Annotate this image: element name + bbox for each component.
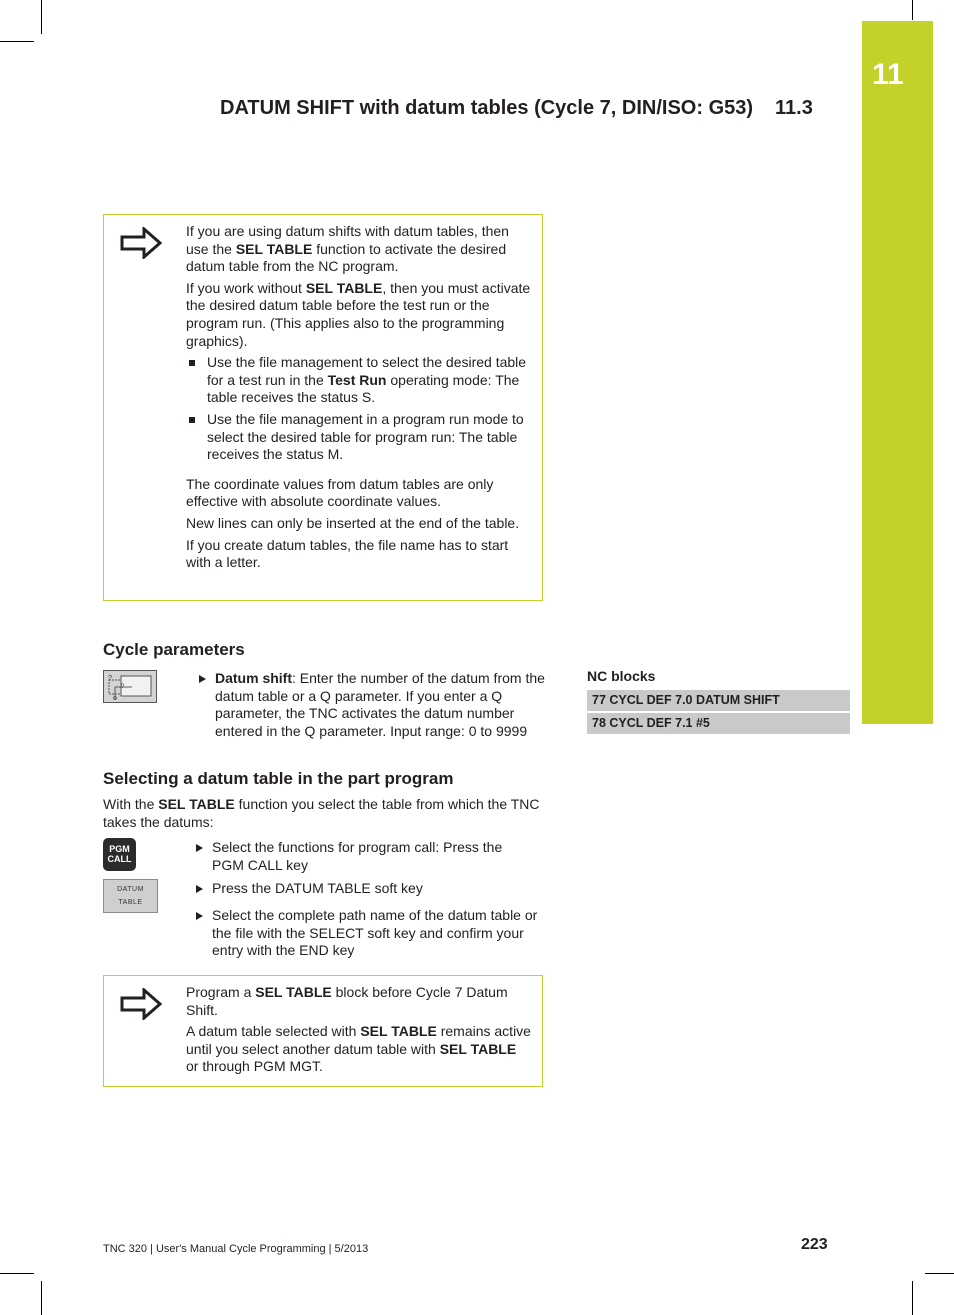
datum-shift-icon (103, 670, 157, 703)
page-title: DATUM SHIFT with datum tables (Cycle 7, DIN/ISO: G53) (220, 97, 754, 119)
note-paragraph: New lines can only be inserted at the end of the table. (186, 514, 520, 531)
note-paragraph: Program a SEL TABLE block before Cycle 7 Datum Shift. (186, 984, 508, 1018)
note-paragraph: If you work without SEL TABLE, then you must activate the desired datum table before the test run or the program run. (This applies also to the programming graphics). (186, 279, 531, 349)
nc-block-row: 78 CYCL DEF 7.1 #5 (587, 713, 850, 734)
crop-mark (912, 1281, 913, 1315)
crop-mark (0, 1273, 34, 1274)
note-list (186, 354, 532, 464)
step-item: Select the complete path name of the datum table or the file with the SELECT soft key and confirm your entry with the END key (194, 907, 546, 960)
note-box (103, 975, 543, 1087)
footer-text: TNC 320 | User's Manual Cycle Programming | 5/2013 (103, 1243, 369, 1255)
crop-mark (912, 0, 913, 20)
crop-mark (41, 0, 42, 34)
chapter-tab (862, 21, 933, 724)
svg-text:?: ? (121, 684, 125, 690)
datum-table-softkey[interactable]: DATUM TABLE (103, 879, 158, 913)
note-paragraph: If you create datum tables, the file name has to start with a letter. (186, 536, 509, 571)
note-arrow-icon (120, 227, 162, 259)
list-item: Use the file management to select the desired table for a test run in the Test Run operating mode: The table receives the status S. (186, 354, 532, 407)
crop-mark (41, 1281, 42, 1315)
section-number: 11.3 (775, 97, 813, 119)
note-paragraph: The coordinate values from datum tables are only effective with absolute coordinate values. (186, 475, 494, 510)
nc-block-row: 77 CYCL DEF 7.0 DATUM SHIFT (587, 690, 850, 711)
note-body (186, 984, 532, 1080)
page-header (220, 97, 813, 120)
section-heading: Cycle parameters (103, 640, 245, 659)
step-item: Select the functions for program call: Press the PGM CALL key (194, 839, 534, 874)
note-arrow-icon (120, 988, 162, 1020)
note-body (186, 223, 532, 576)
crop-mark (0, 41, 34, 42)
note-box (103, 214, 543, 601)
list-item: Use the file management in a program run mode to select the desired table for program run: The table receives the status M. (186, 411, 532, 464)
intro-text: With the SEL TABLE function you select the table from which the TNC takes the datums: (103, 796, 540, 830)
svg-text:?: ? (108, 675, 112, 682)
step-item: Press the DATUM TABLE soft key (194, 880, 534, 898)
note-paragraph: A datum table selected with SEL TABLE remains active until you select another datum table with SEL TABLE or through PGM MGT. (186, 1023, 531, 1075)
nc-blocks-title: NC blocks (587, 668, 656, 684)
param-datum-shift: Datum shift: Enter the number of the datum from the datum table or a Q parameter. If you enter a Q parameter, the TNC activates the datum number entered in the Q parameter. Input range: 0 to 9999 (197, 670, 547, 740)
chapter-number: 11 (872, 58, 904, 91)
pgm-call-key[interactable]: PGM CALL (103, 838, 136, 871)
note-paragraph: If you are using datum shifts with datum tables, then use the SEL TABLE function to activate the desired datum table from the NC program. (186, 223, 509, 275)
section-heading: Selecting a datum table in the part program (103, 769, 454, 788)
crop-mark (925, 1273, 954, 1274)
page-number: 223 (801, 1236, 828, 1253)
